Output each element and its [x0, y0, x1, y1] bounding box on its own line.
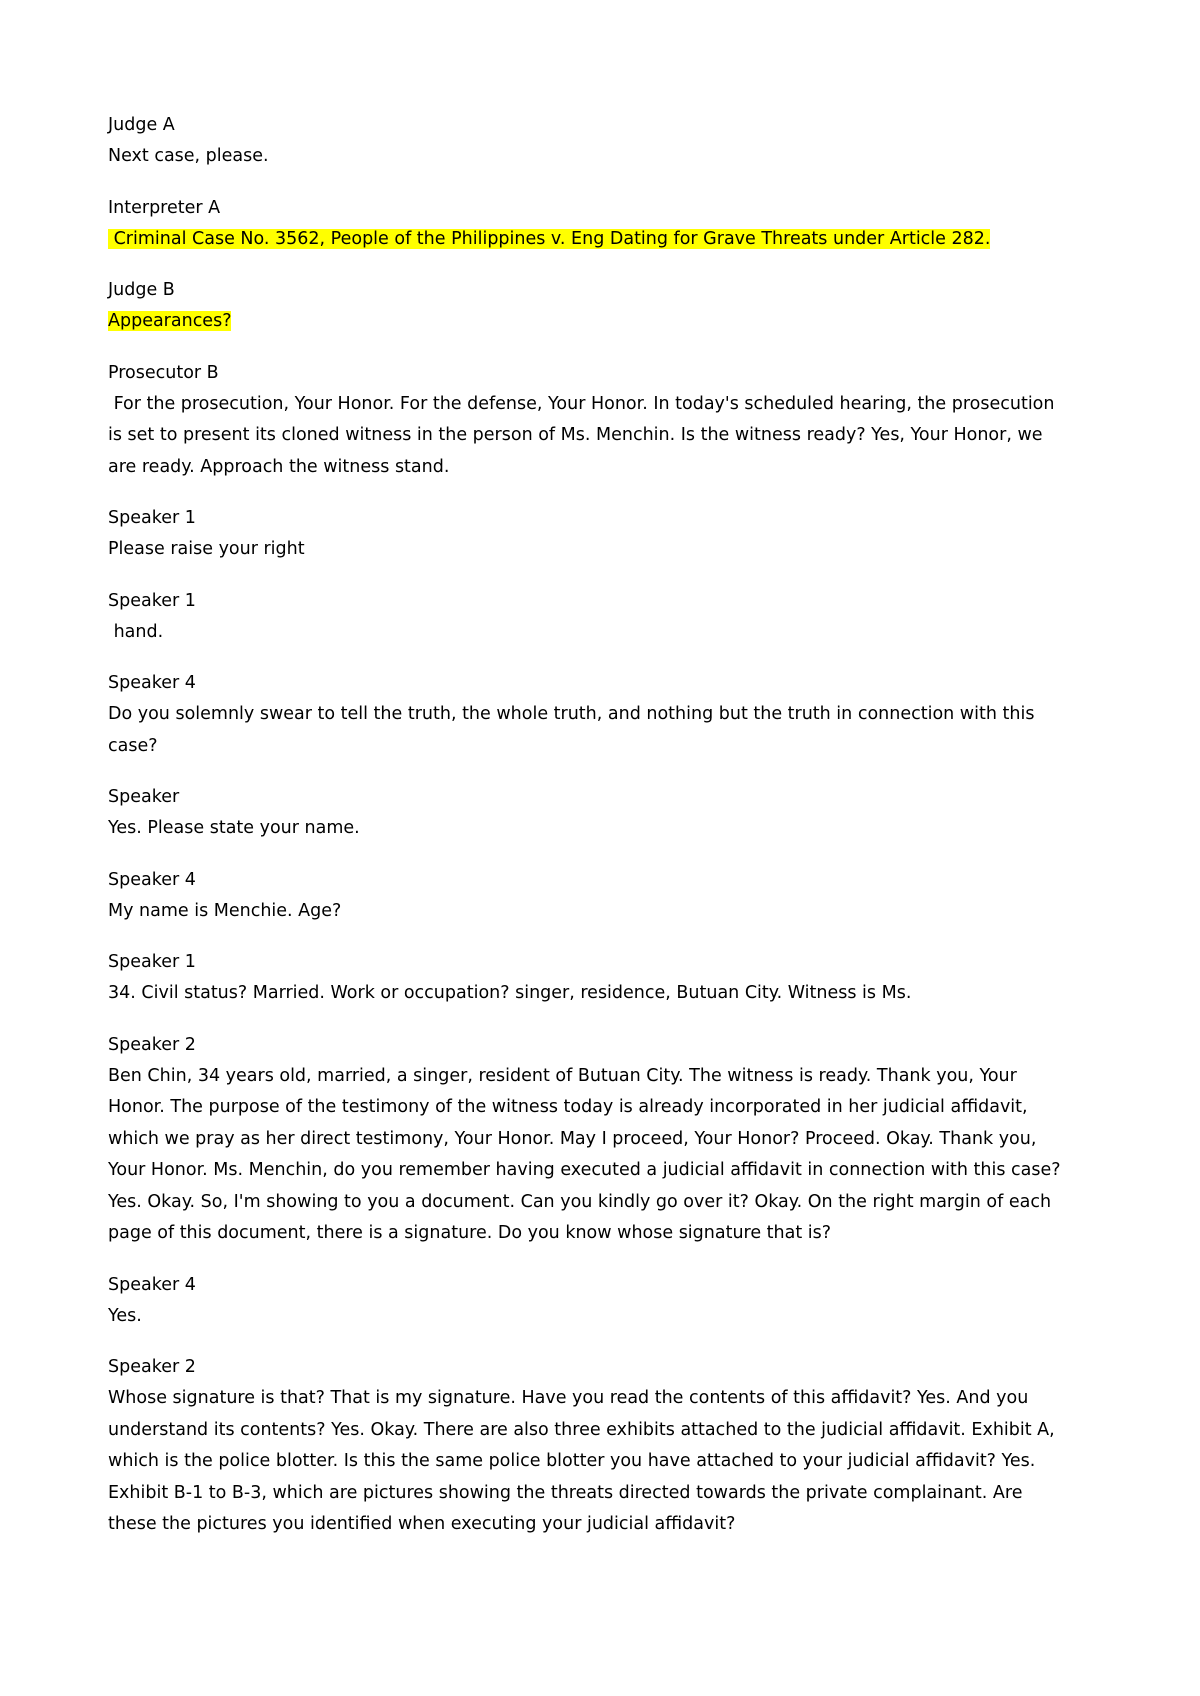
speaker-name: Speaker 1 — [108, 508, 196, 528]
speech-text-content: Ben Chin, 34 years old, married, a singer, resident of Butuan City. The witness is ready. Thank you, Your Honor. The purpose of the testimony of the witness today is already incorporated in her judicial affidavit, which we pray as her direct testimony, Your Honor. May I proceed, Your Honor? Proceed. Okay. Thank you, Your Honor. Ms. Menchin, do you remember having executed a judicial affidavit in connection with this case? Yes. Okay. So, I'm showing to you a document. Can you kindly go over it? Okay. On the right margin of each page of this document, there is a signature. Do you know whose signature that is? — [108, 1065, 1067, 1243]
speech-text-content: Whose signature is that? That is my signature. Have you read the contents of this affidavit? Yes. And you understand its contents? Yes. Okay. There are also three exhibits attached to the judicial affidavit. Exhibit A, which is the police blotter. Is this the same police blotter you have attached to your judicial affidavit? Yes. Exhibit B-1 to B-3, which are pictures showing the threats directed towards the private complainant. Are these the pictures you identified when executing your judicial affidavit? — [108, 1388, 1061, 1534]
speech-text — [108, 306, 1068, 338]
highlighted-speech-text: Criminal Case No. 3562, People of the Philippines v. Eng Dating for Grave Threats under Article 282. — [108, 228, 991, 249]
transcript-entry — [108, 358, 1068, 484]
transcript-document — [108, 110, 1068, 1561]
speech-text-content: Yes. — [108, 1305, 142, 1326]
transcript-entry — [108, 275, 1068, 338]
speech-text — [108, 896, 1068, 928]
speech-text — [108, 1061, 1068, 1250]
speech-text-content: Yes. Please state your name. — [108, 818, 360, 838]
speech-text — [108, 813, 1068, 845]
speech-text-content: My name is Menchie. Age? — [108, 900, 342, 921]
speech-text — [108, 617, 1068, 649]
transcript-entry — [108, 668, 1068, 762]
transcript-entry — [108, 503, 1068, 566]
speaker-name: Speaker 2 — [108, 1034, 196, 1055]
transcript-entry — [108, 1030, 1068, 1250]
speaker-name: Speaker 2 — [108, 1357, 196, 1377]
transcript-entry — [108, 865, 1068, 928]
highlighted-speech-text: Appearances? — [108, 311, 232, 331]
speaker-name: Speaker 4 — [108, 673, 196, 693]
speech-text — [108, 389, 1068, 484]
speaker-name: Speaker 1 — [108, 952, 196, 972]
speaker-name: Interpreter A — [108, 197, 221, 218]
speech-text — [108, 141, 1068, 173]
speech-text — [108, 699, 1068, 762]
speech-text — [108, 534, 1068, 566]
transcript-entry — [108, 782, 1068, 845]
speaker-name: Judge A — [108, 115, 175, 135]
transcript-entry — [108, 1270, 1068, 1333]
speech-text-content: For the prosecution, Your Honor. For the defense, Your Honor. In today's scheduled hearing, the prosecution is set to present its cloned witness in the person of Ms. Menchin. Is the witness ready? Yes, Your Honor, we are ready. Approach the witness stand. — [108, 393, 1061, 477]
transcript-entry — [108, 947, 1068, 1010]
speaker-name: Speaker 1 — [108, 590, 196, 611]
speech-text — [108, 1301, 1068, 1333]
speech-text-content: Please raise your right — [108, 539, 305, 559]
speech-text — [108, 224, 1068, 256]
transcript-entry — [108, 1352, 1068, 1541]
speech-text-content: hand. — [108, 621, 164, 642]
speaker-name: Speaker 4 — [108, 1274, 196, 1295]
speaker-name: Speaker 4 — [108, 869, 196, 890]
speech-text-content: Do you solemnly swear to tell the truth, the whole truth, and nothing but the truth in connection with this case? — [108, 704, 1041, 756]
speaker-name: Judge B — [108, 280, 175, 300]
speaker-name: Prosecutor B — [108, 362, 219, 383]
speech-text-content: Next case, please. — [108, 146, 269, 166]
transcript-entry — [108, 110, 1068, 173]
speech-text — [108, 978, 1068, 1010]
speech-text — [108, 1383, 1068, 1541]
transcript-entry — [108, 586, 1068, 649]
transcript-entry — [108, 193, 1068, 256]
speech-text-content: 34. Civil status? Married. Work or occupation? singer, residence, Butuan City. Witness is Ms. — [108, 983, 912, 1003]
speaker-name: Speaker — [108, 787, 180, 807]
